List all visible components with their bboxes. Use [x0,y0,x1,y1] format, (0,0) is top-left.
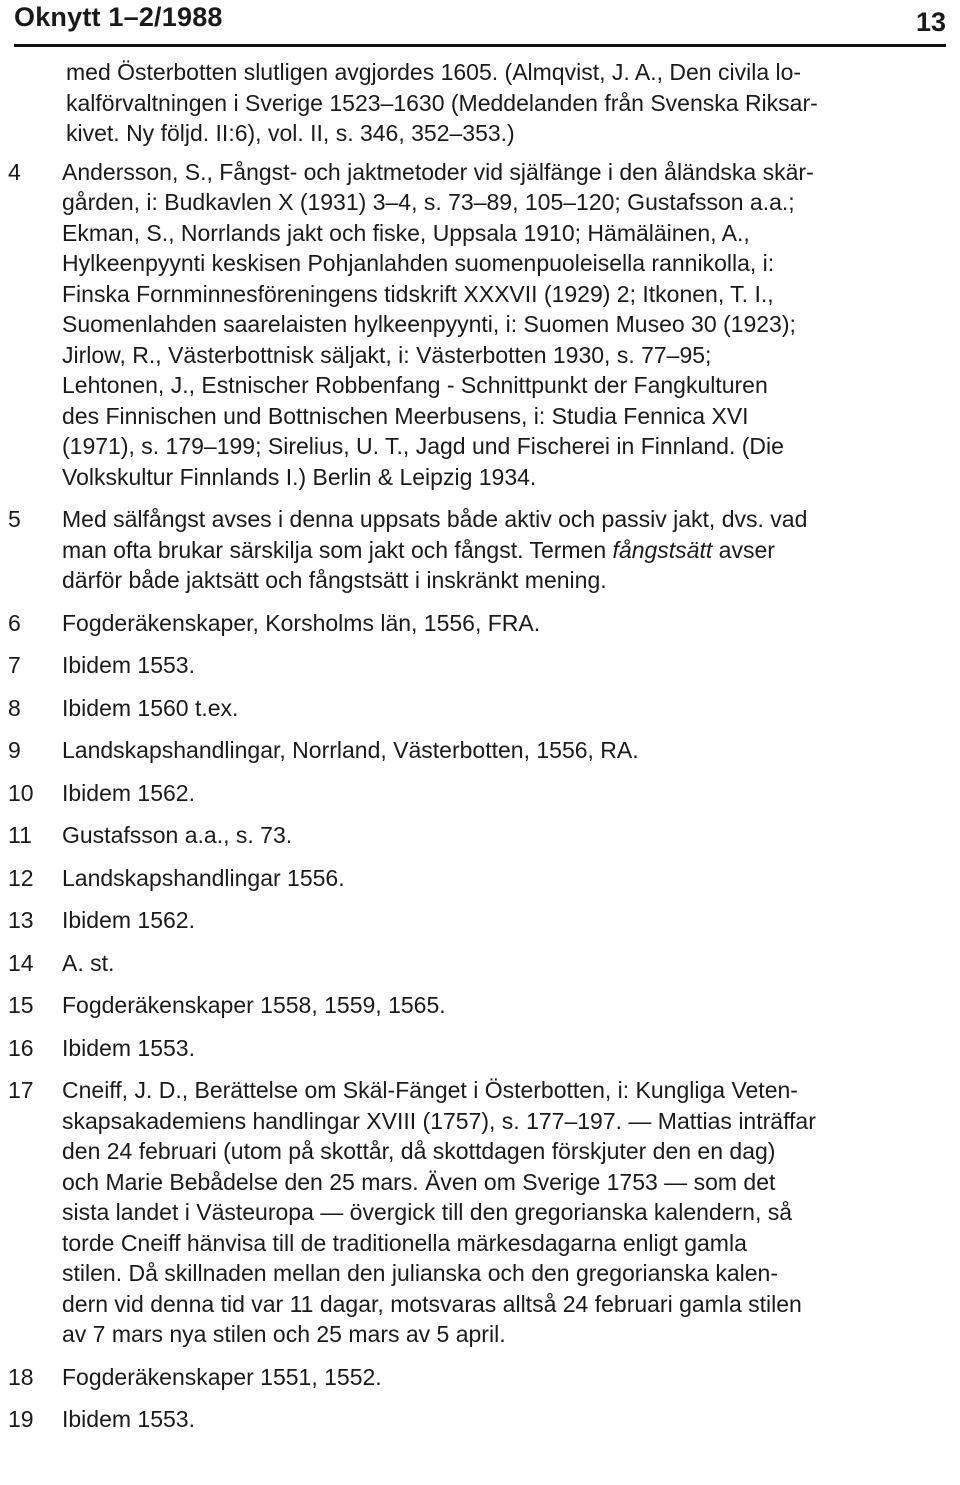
footnote-9 [0,735,960,766]
footnote-number: 8 [8,694,21,721]
footnote-text: A. st. [62,949,115,976]
footnote-18 [0,1362,960,1393]
footnote-8 [0,693,960,724]
footnote-number: 11 [8,822,32,848]
footnote-7 [0,650,960,681]
footnote-text: Landskapshandlingar 1556. [62,864,345,891]
footnote-6 [0,608,960,639]
footnote-number: 16 [8,1034,34,1061]
footnote-text: Fogderäkenskaper 1558, 1559, 1565. [62,992,446,1018]
footnote-number: 15 [8,992,34,1018]
footnote-number: 4 [8,158,21,185]
footnote-13 [0,905,960,936]
footnote-number: 9 [8,737,21,763]
footnote-text: Gustafsson a.a., s. 73. [62,822,293,848]
footnote-10 [0,778,960,809]
footnote-text: Fogderäkenskaper 1551, 1552. [62,1363,382,1390]
footnote-17 [0,1075,960,1350]
footnotes-list [0,57,960,1435]
footnote-number: 13 [8,907,34,933]
page-header [14,0,946,47]
page-number: 13 [915,7,946,37]
footnote-19 [0,1404,960,1435]
footnote-number: 7 [8,652,21,678]
footnote-12 [0,863,960,894]
footnote-number: 18 [8,1363,34,1390]
footnote-text: Cneiff, J. D., Berättelse om Skäl-Fänget i Österbotten, i: Kungliga Veten- skapsakademiens handlingar XVIII (1757), s. 177–197. — Mattias inträffar den 24 februari (utom på skottår, då skottdagen förskjuter den en dag) och Marie Bebådelse den 25 mars. Även om Sverige 1753 — som det sista landet i Västeuropa — övergick till den gregorianska kalendern, så torde Cneiff hänvisa till de traditionella märkesdagarna enligt gamla stilen. Då skillnaden mellan den julianska och den gregorianska kalen- dern vid denna tid var 11 dagar, motsvaras alltså 24 februari gamla stilen av 7 mars nya stilen och 25 mars av 5 april. [62,1077,816,1347]
footnote-continuation [0,57,960,149]
footnote-number: 14 [8,949,34,976]
footnote-number: 12 [8,864,34,891]
footnote-number: 17 [8,1077,34,1103]
footnote-text: Landskapshandlingar, Norrland, Västerbotten, 1556, RA. [62,737,639,763]
footnote-text: Ibidem 1553. [62,1406,195,1432]
footnote-4 [0,157,960,493]
footnote-text: Andersson, S., Fångst- och jaktmetoder vid själfänge i den åländska skär- gården, i: Budkavlen X (1931) 3–4, s. 73–89, 105–120; Gustafsson a.a.; Ekman, S., Norrlands jakt och fiske, Uppsala 1910; Hämäläinen, A., Hylkeenpyynti keskisen Pohjanlahden suomenpuoleisella rannikolla, i: Finska Fornminnesföreningens tidskrift XXXVII (1929) 2; Itkonen, T. I., Suomenlahden saarelaisten hylkeenpyynti, i: Suomen Museo 30 (1923); Jirlow, R., Västerbottnisk säljakt, i: Västerbotten 1930, s. 77–95; Lehtonen, J., Estnischer Robbenfang - Schnittpunkt der Fangkulturen des Finnischen und Bottnischen Meerbusens, i: Studia Fennica XVI (1971), s. 179–199; Sirelius, U. T., Jagd und Fischerei in Finnland. (Die Volkskultur Finnlands I.) Berlin & Leipzig 1934. [62,158,814,490]
footnote-14 [0,948,960,979]
footnote-text: Ibidem 1553. [62,652,195,678]
footnote-11 [0,820,960,851]
italic-term: fångstsätt [612,536,713,563]
footnote-text: Med sälfångst avses i denna uppsats både aktiv och passiv jakt, dvs. vad man ofta brukar särskilja som jakt och fångst. Termen fångstsätt avser därför både jaktsätt och fångstsätt i inskränkt mening. [62,506,808,593]
footnote-text: Ibidem 1562. [62,907,195,933]
footnote-text: med Österbotten slutligen avgjordes 1605. (Almqvist, J. A., Den civila lo- kalförvaltningen i Sverige 1523–1630 (Meddelanden från Svenska Riksar- kivet. Ny följd. II:6), vol. II, s. 346, 352–353.) [66,59,818,146]
footnote-number: 10 [8,779,34,806]
footnote-5 [0,504,960,596]
footnote-text: Ibidem 1560 t.ex. [62,694,239,721]
footnote-text: Ibidem 1553. [62,1034,195,1061]
footnote-number: 19 [8,1406,34,1432]
footnote-15 [0,990,960,1021]
footnote-text: Ibidem 1562. [62,779,195,806]
footnote-16 [0,1033,960,1064]
journal-title: Oknytt 1–2/1988 [14,2,223,32]
footnote-number: 6 [8,609,21,636]
footnote-text: Fogderäkenskaper, Korsholms län, 1556, FRA. [62,609,541,636]
footnote-number: 5 [8,506,21,532]
